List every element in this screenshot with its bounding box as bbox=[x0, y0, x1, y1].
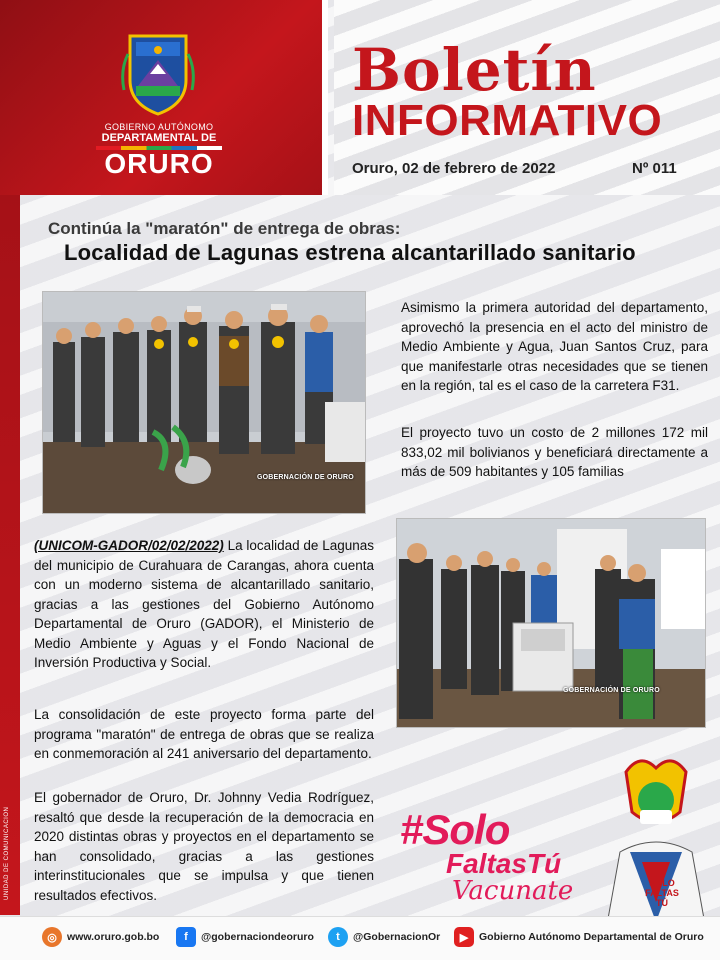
paragraph-left-3: El gobernador de Oruro, Dr. Johnny Vedia Rodríguez, resaltó que desde la recuperación de la democracia en 2020 distintas obras y proyectos en el departamento se han consolidado, gracias a las gestiones interinstitucionales que se impulsa y que tienen resultados efectivos. bbox=[34, 790, 374, 903]
campaign-hashtag-faltas: FaltasTú bbox=[446, 848, 562, 879]
campaign-vacunate: Vacunate bbox=[452, 876, 574, 906]
footer-youtube-text: Gobierno Autónomo Departamental de Oruro bbox=[479, 931, 704, 943]
youtube-icon: ▶ bbox=[454, 927, 474, 947]
footer-youtube-link[interactable] bbox=[454, 927, 704, 947]
issue-date: Oruro, 02 de febrero de 2022 bbox=[352, 160, 556, 177]
footer-facebook-text: @gobernaciondeoruro bbox=[201, 931, 314, 943]
bulletin-subtitle: INFORMATIVO bbox=[352, 96, 663, 145]
gov-name-line3: ORURO bbox=[104, 148, 214, 179]
footer-twitter-link[interactable] bbox=[328, 927, 440, 947]
photo-plaque-unveiling bbox=[396, 518, 706, 728]
photo-watermark: GOBERNACIÓN DE ORURO bbox=[257, 474, 354, 481]
paragraph-left-1-text: La localidad de Lagunas del municipio de Curahuara de Carangas, ahora cuenta con un moderno sistema de alcantarillado sanitario, gracias a las gestiones del Gobierno Autónomo Departamental de Oruro (GADOR), el Ministerio de Medio Ambiente y Aguas y el Fondo Nacional de Inversión Productiva y Social. bbox=[34, 538, 374, 670]
paragraph-right-1: Asimismo la primera autoridad del departamento, aprovechó la presencia en el acto del ministro de Medio Ambiente y Agua, Juan Santos Cruz, para que manifestarle otras necesidades que se tienen en la región, tal es el caso de la carretera F31. bbox=[401, 300, 708, 393]
coat-of-arms-icon bbox=[118, 30, 198, 118]
side-text: UNIDAD DE COMUNICACIÓN bbox=[4, 806, 10, 900]
article-headline: Localidad de Lagunas estrena alcantarillado sanitario bbox=[64, 240, 636, 265]
facebook-icon: f bbox=[176, 927, 196, 947]
footer-web-text: www.oruro.gob.bo bbox=[67, 931, 160, 943]
bulletin-title: Boletín bbox=[352, 36, 597, 104]
dateline: (UNICOM-GADOR/02/02/2022) bbox=[34, 538, 224, 553]
twitter-icon: t bbox=[328, 927, 348, 947]
paragraph-right-2: El proyecto tuvo un costo de 2 millones 172 mil 833,02 mil bolivianos y beneficiará directamente a más de 509 habitantes y 105 familias bbox=[401, 425, 708, 479]
footer-twitter-text: @GobernacionOr bbox=[353, 931, 441, 943]
web-icon: ◎ bbox=[42, 927, 62, 947]
campaign-hashtag-solo: #Solo bbox=[400, 806, 510, 853]
photo-ceremony-planting bbox=[42, 291, 366, 514]
article-subhead: Continúa la "maratón" de entrega de obras: bbox=[48, 219, 401, 238]
gov-name-line2: DEPARTAMENTAL DE bbox=[101, 132, 217, 144]
gov-name-line1: GOBIERNO AUTÓNOMO bbox=[104, 122, 214, 132]
footer-web-link[interactable] bbox=[42, 927, 159, 947]
mascot-badge: SOLO FALTAS TÚ bbox=[645, 878, 679, 908]
footer-facebook-link[interactable] bbox=[176, 927, 314, 947]
photo-watermark: GOBERNACIÓN DE ORURO bbox=[563, 687, 660, 694]
paragraph-left-1 bbox=[34, 536, 374, 673]
issue-number: Nº 011 bbox=[632, 160, 677, 177]
paragraph-left-2: La consolidación de este proyecto forma parte del programa "maratón" de entrega de obras que se realiza en conmemoración al 241 aniversario del departamento. bbox=[34, 707, 374, 761]
